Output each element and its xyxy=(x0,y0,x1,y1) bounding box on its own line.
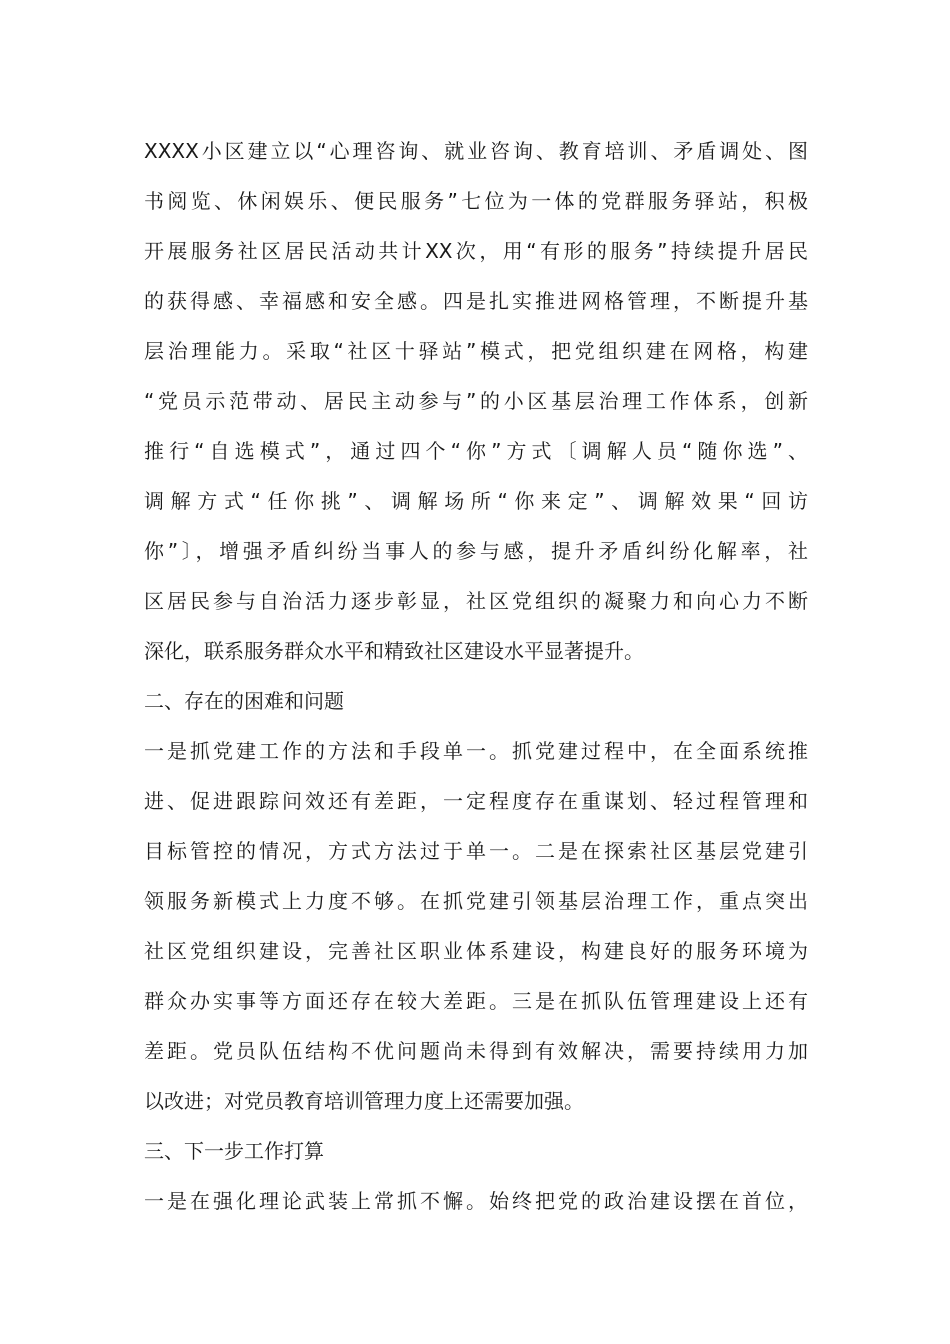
paragraph-line: 的获得感、幸福感和安全感。四是扎实推进网格管理，不断提升基 xyxy=(144,289,808,313)
paragraph-line: 目标管控的情况，方式方法过于单一。二是在探索社区基层党建引 xyxy=(144,839,808,863)
document-body xyxy=(144,126,808,1226)
paragraph-line: 差距。党员队伍结构不优问题尚未得到有效解决，需要持续用力加 xyxy=(144,1039,808,1063)
paragraph-line: 深化，联系服务群众水平和精致社区建设水平显著提升。 xyxy=(144,639,644,663)
paragraph-line: “党员示范带动、居民主动参与”的小区基层治理工作体系，创新 xyxy=(144,389,808,413)
paragraph-line: 推行“自选模式”，通过四个“你”方式〔调解人员“随你选”、 xyxy=(144,439,808,463)
paragraph-line: 你”〕，增强矛盾纠纷当事人的参与感，提升矛盾纠纷化解率，社 xyxy=(144,539,808,563)
paragraph-line: 调解方式“任你挑”、调解场所“你来定”、调解效果“回访 xyxy=(144,489,808,513)
paragraph-line: 一是在强化理论武装上常抓不懈。始终把党的政治建设摆在首位， xyxy=(144,1189,808,1213)
paragraph-line: 区居民参与自治活力逐步彰显，社区党组织的凝聚力和向心力不断 xyxy=(144,589,808,613)
paragraph-line: 书阅览、休闲娱乐、便民服务”七位为一体的党群服务驿站，积极 xyxy=(144,189,808,213)
section-heading: 三、下一步工作打算 xyxy=(144,1139,324,1163)
section-heading: 二、存在的困难和问题 xyxy=(144,689,344,713)
paragraph-line: 开展服务社区居民活动共计XX次，用“有形的服务”持续提升居民 xyxy=(144,239,808,263)
paragraph-line: 群众办实事等方面还存在较大差距。三是在抓队伍管理建设上还有 xyxy=(144,989,808,1013)
paragraph-line: 进、促进跟踪问效还有差距，一定程度存在重谋划、轻过程管理和 xyxy=(144,789,808,813)
paragraph-line: 以改进；对党员教育培训管理力度上还需要加强。 xyxy=(144,1089,584,1113)
paragraph-line: 社区党组织建设，完善社区职业体系建设，构建良好的服务环境为 xyxy=(144,939,808,963)
paragraph-line: 一是抓党建工作的方法和手段单一。抓党建过程中，在全面系统推 xyxy=(144,739,808,763)
paragraph-line: 领服务新模式上力度不够。在抓党建引领基层治理工作，重点突出 xyxy=(144,889,808,913)
paragraph-line: XXXX小区建立以“心理咨询、就业咨询、教育培训、矛盾调处、图 xyxy=(144,139,808,163)
paragraph-line: 层治理能力。采取“社区十驿站”模式，把党组织建在网格，构建 xyxy=(144,339,808,363)
